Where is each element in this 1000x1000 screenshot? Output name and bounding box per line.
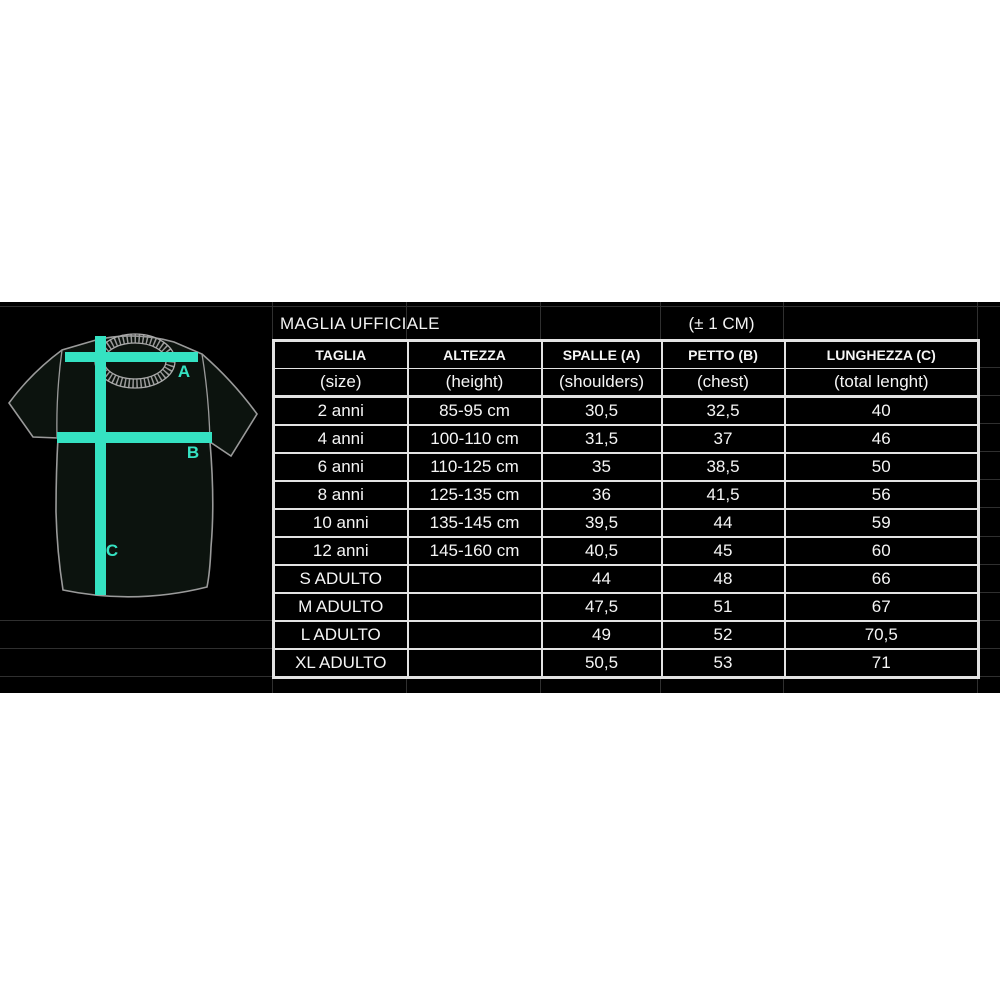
- size-table: [272, 339, 980, 679]
- table-row: [274, 425, 979, 453]
- chest-cell: 44: [662, 509, 785, 537]
- size-cell: 10 anni: [274, 509, 408, 537]
- length-cell: 59: [785, 509, 979, 537]
- gridline: [977, 302, 978, 339]
- table-row: [274, 397, 979, 426]
- table-row: [274, 453, 979, 481]
- table-row: [274, 621, 979, 649]
- shoulders-cell: 35: [542, 453, 662, 481]
- header-row: [274, 341, 979, 369]
- gridline: [272, 302, 273, 339]
- chest-cell: 51: [662, 593, 785, 621]
- gridline: [977, 592, 1000, 593]
- height-cell: [408, 649, 542, 678]
- height-cell: 125-135 cm: [408, 481, 542, 509]
- gridline: [977, 479, 1000, 480]
- height-cell: 100-110 cm: [408, 425, 542, 453]
- height-cell: 85-95 cm: [408, 397, 542, 426]
- col-header-petto: PETTO (B): [662, 341, 785, 369]
- gridline: [977, 395, 1000, 396]
- size-cell: XL ADULTO: [274, 649, 408, 678]
- size-cell: 2 anni: [274, 397, 408, 426]
- col-header-lunghezza: LUNGHEZZA (C): [785, 341, 979, 369]
- height-cell: [408, 621, 542, 649]
- shoulders-cell: 31,5: [542, 425, 662, 453]
- gridline: [977, 507, 1000, 508]
- chest-cell: 53: [662, 649, 785, 678]
- length-cell: 50: [785, 453, 979, 481]
- gridline: [977, 564, 1000, 565]
- height-cell: 135-145 cm: [408, 509, 542, 537]
- gridline: [977, 423, 1000, 424]
- shoulders-cell: 50,5: [542, 649, 662, 678]
- length-cell: 67: [785, 593, 979, 621]
- col-header-spalle: SPALLE (A): [542, 341, 662, 369]
- chest-cell: 52: [662, 621, 785, 649]
- size-cell: S ADULTO: [274, 565, 408, 593]
- chest-cell: 48: [662, 565, 785, 593]
- gridline: [977, 367, 1000, 368]
- chest-cell: 32,5: [662, 397, 785, 426]
- chest-cell: 41,5: [662, 481, 785, 509]
- label-a: A: [177, 362, 191, 381]
- size-cell: 4 anni: [274, 425, 408, 453]
- size-cell: 12 anni: [274, 537, 408, 565]
- measure-line-vertical-c: [95, 336, 106, 595]
- shoulders-cell: 30,5: [542, 397, 662, 426]
- subheader-row: [274, 369, 979, 397]
- size-cell: 6 anni: [274, 453, 408, 481]
- gridline: [783, 302, 784, 339]
- tshirt-diagram: [0, 302, 270, 693]
- length-cell: 40: [785, 397, 979, 426]
- tolerance-note: (± 1 CM): [688, 314, 755, 333]
- chest-cell: 38,5: [662, 453, 785, 481]
- shoulders-cell: 40,5: [542, 537, 662, 565]
- table-row: [274, 593, 979, 621]
- gridline: [977, 676, 1000, 677]
- shoulders-cell: 39,5: [542, 509, 662, 537]
- col-subheader-chest: (chest): [662, 369, 785, 397]
- gridline: [977, 648, 1000, 649]
- height-cell: 110-125 cm: [408, 453, 542, 481]
- gridline: [977, 536, 1000, 537]
- height-cell: 145-160 cm: [408, 537, 542, 565]
- length-cell: 70,5: [785, 621, 979, 649]
- col-header-taglia: TAGLIA: [274, 341, 408, 369]
- length-cell: 60: [785, 537, 979, 565]
- col-subheader-length: (total lenght): [785, 369, 979, 397]
- length-cell: 46: [785, 425, 979, 453]
- shoulders-cell: 44: [542, 565, 662, 593]
- shoulders-cell: 47,5: [542, 593, 662, 621]
- col-subheader-shoulders: (shoulders): [542, 369, 662, 397]
- chest-cell: 37: [662, 425, 785, 453]
- size-cell: 8 anni: [274, 481, 408, 509]
- table-row: [274, 509, 979, 537]
- length-cell: 71: [785, 649, 979, 678]
- col-subheader-size: (size): [274, 369, 408, 397]
- shoulders-cell: 49: [542, 621, 662, 649]
- table-row: [274, 481, 979, 509]
- measure-line-chest-b: [57, 432, 212, 443]
- label-b: B: [186, 443, 200, 462]
- measure-line-shoulders-a: [65, 352, 198, 362]
- size-cell: M ADULTO: [274, 593, 408, 621]
- col-subheader-height: (height): [408, 369, 542, 397]
- height-cell: [408, 565, 542, 593]
- label-c: C: [105, 541, 119, 560]
- chest-cell: 45: [662, 537, 785, 565]
- table-row: [274, 649, 979, 678]
- height-cell: [408, 593, 542, 621]
- gridline: [977, 451, 1000, 452]
- gridline: [977, 620, 1000, 621]
- size-cell: L ADULTO: [274, 621, 408, 649]
- table-row: [274, 565, 979, 593]
- page-title: MAGLIA UFFICIALE: [280, 314, 440, 333]
- shoulders-cell: 36: [542, 481, 662, 509]
- table-row: [274, 537, 979, 565]
- length-cell: 66: [785, 565, 979, 593]
- length-cell: 56: [785, 481, 979, 509]
- col-header-altezza: ALTEZZA: [408, 341, 542, 369]
